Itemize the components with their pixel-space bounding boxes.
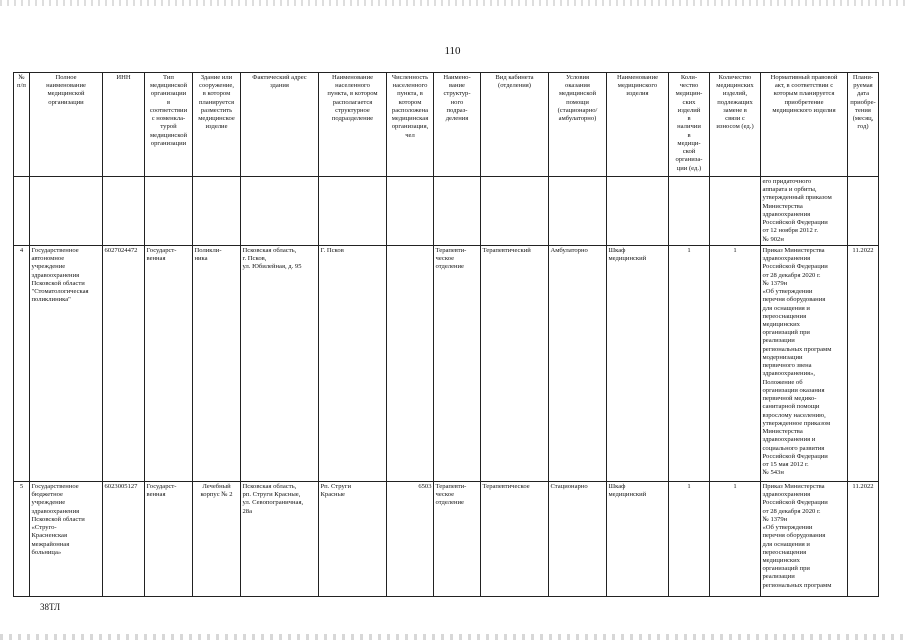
header-cell-building: Здание или сооружение, в котором планируется разместить медицинское изделие [193, 73, 241, 177]
conditions-cell: Стационарно [549, 481, 607, 596]
conditions-cell: Амбулаторно [549, 245, 607, 481]
header-cell-settlement: Наименование населенного пункта, в котором располагается структурное подразделение [319, 73, 387, 177]
table-row-continuation [14, 177, 879, 246]
header-cell-qty-have: Коли- чество медицин- ских изделий в наличии в медици- ской организа- ции (ед.) [669, 73, 710, 177]
header-cell-address: Фактический адрес здания [241, 73, 319, 177]
header-cell-conditions: Условия оказания медицинской помощи (стационарно/ амбулаторно) [549, 73, 607, 177]
population-cell [387, 245, 434, 481]
planned-date-cell: 11.2022 [848, 245, 879, 481]
scan-artifact-top [0, 0, 905, 6]
inn-cell: 6027024472 [103, 245, 145, 481]
org-name-cell: Государственное бюджетное учреждение здравоохранения Псковской области «Струго- Красненская межрайонная больница» [30, 481, 103, 596]
table-cell [549, 177, 607, 246]
header-cell-qty-replace: Количество медицинских изделий, подлежащих замене в связи с износом (ед.) [710, 73, 761, 177]
table-cell [319, 177, 387, 246]
table-header-row [14, 73, 879, 177]
table-row [14, 481, 879, 596]
org-type-cell: Государст- венная [145, 245, 193, 481]
unit-cell: Терапевти- ческое отделение [434, 481, 481, 596]
building-cell: Лечебный корпус № 2 [193, 481, 241, 596]
table-cell [30, 177, 103, 246]
header-cell-org-name: Полное наименование медицинской организации [30, 73, 103, 177]
cabinet-cell: Терапевтический [481, 245, 549, 481]
org-name-cell: Государственное автономное учреждение здравоохранения Псковской области "Стоматологическая поликлиника" [30, 245, 103, 481]
footer-code: 38ТЛ [40, 602, 61, 612]
table-cell [848, 177, 879, 246]
header-cell-inn: ИНН [103, 73, 145, 177]
table-cell [710, 177, 761, 246]
table-row [14, 245, 879, 481]
qty-replace-cell: 1 [710, 245, 761, 481]
header-cell-org-type: Тип медицинской организации в соответствии с номенкла- турой медицинской организации [145, 73, 193, 177]
table-cell [481, 177, 549, 246]
table-cell [669, 177, 710, 246]
header-cell-cabinet: Вид кабинета (отделения) [481, 73, 549, 177]
header-cell-unit: Наимено- вание структур- ного подраз- деления [434, 73, 481, 177]
table-cell [241, 177, 319, 246]
table-cell [14, 177, 30, 246]
device-cell: Шкаф медицинский [607, 481, 669, 596]
header-cell-population: Численность населенного пункта, в котором расположена медицинская организация, чел [387, 73, 434, 177]
regulatory-act-cell: Приказ Министерства здравоохранения Российской Федерации от 28 декабря 2020 г. № 1379н «Об утверждении перечня оборудования для оснащения и переоснащения медицинских организаций при реализации региональных программ [761, 481, 848, 596]
building-cell: Поликли- ника [193, 245, 241, 481]
page-number: 110 [444, 45, 461, 57]
header-cell-device: Наименование медицинского изделия [607, 73, 669, 177]
header-cell-number: № п/п [14, 73, 30, 177]
table-cell [103, 177, 145, 246]
regulatory-act-cell: его придаточного аппарата и орбиты, утвержденный приказом Министерства здравоохранения Российской Федерации от 12 ноября 2012 г. № 902н [761, 177, 848, 246]
device-cell: Шкаф медицинский [607, 245, 669, 481]
qty-replace-cell: 1 [710, 481, 761, 596]
address-cell: Псковская область, рп. Струги Красные, ул. Севопограничная, 28а [241, 481, 319, 596]
row-number-cell: 5 [14, 481, 30, 596]
qty-have-cell: 1 [669, 481, 710, 596]
settlement-cell: Г. Псков [319, 245, 387, 481]
planned-date-cell: 11.2022 [848, 481, 879, 596]
medical-equipment-table [13, 72, 879, 597]
settlement-cell: Рп. Струги Красные [319, 481, 387, 596]
qty-have-cell: 1 [669, 245, 710, 481]
header-cell-act: Нормативный правовой акт, в соответствии с которым планируется приобретение медицинского изделия [761, 73, 848, 177]
cabinet-cell: Терапевтическое [481, 481, 549, 596]
regulatory-act-cell: Приказ Министерства здравоохранения Российской Федерации от 28 декабря 2020 г. № 1379н «Об утверждении перечня оборудования для оснащения и переоснащения медицинских организаций при реализации региональных программ модернизации первичного звена здравоохранения», Положение об организации оказания первичной медико- санитарной помощи взрослому населению, утвержденное приказом Министерства здравоохранения и социального развития Российской Федерации от 15 мая 2012 г. № 543н [761, 245, 848, 481]
header-cell-date: Плани- руемая дата приобре- тения (месяц, год) [848, 73, 879, 177]
address-cell: Псковская область, г. Псков, ул. Юбилейная, д. 95 [241, 245, 319, 481]
unit-cell: Терапевти- ческое отделение [434, 245, 481, 481]
inn-cell: 6023005127 [103, 481, 145, 596]
org-type-cell: Государст- венная [145, 481, 193, 596]
row-number-cell: 4 [14, 245, 30, 481]
table-cell [193, 177, 241, 246]
table-cell [145, 177, 193, 246]
scan-artifact-bottom [0, 634, 905, 640]
table-cell [387, 177, 434, 246]
table-cell [434, 177, 481, 246]
table-cell [607, 177, 669, 246]
population-cell: 6503 [387, 481, 434, 596]
